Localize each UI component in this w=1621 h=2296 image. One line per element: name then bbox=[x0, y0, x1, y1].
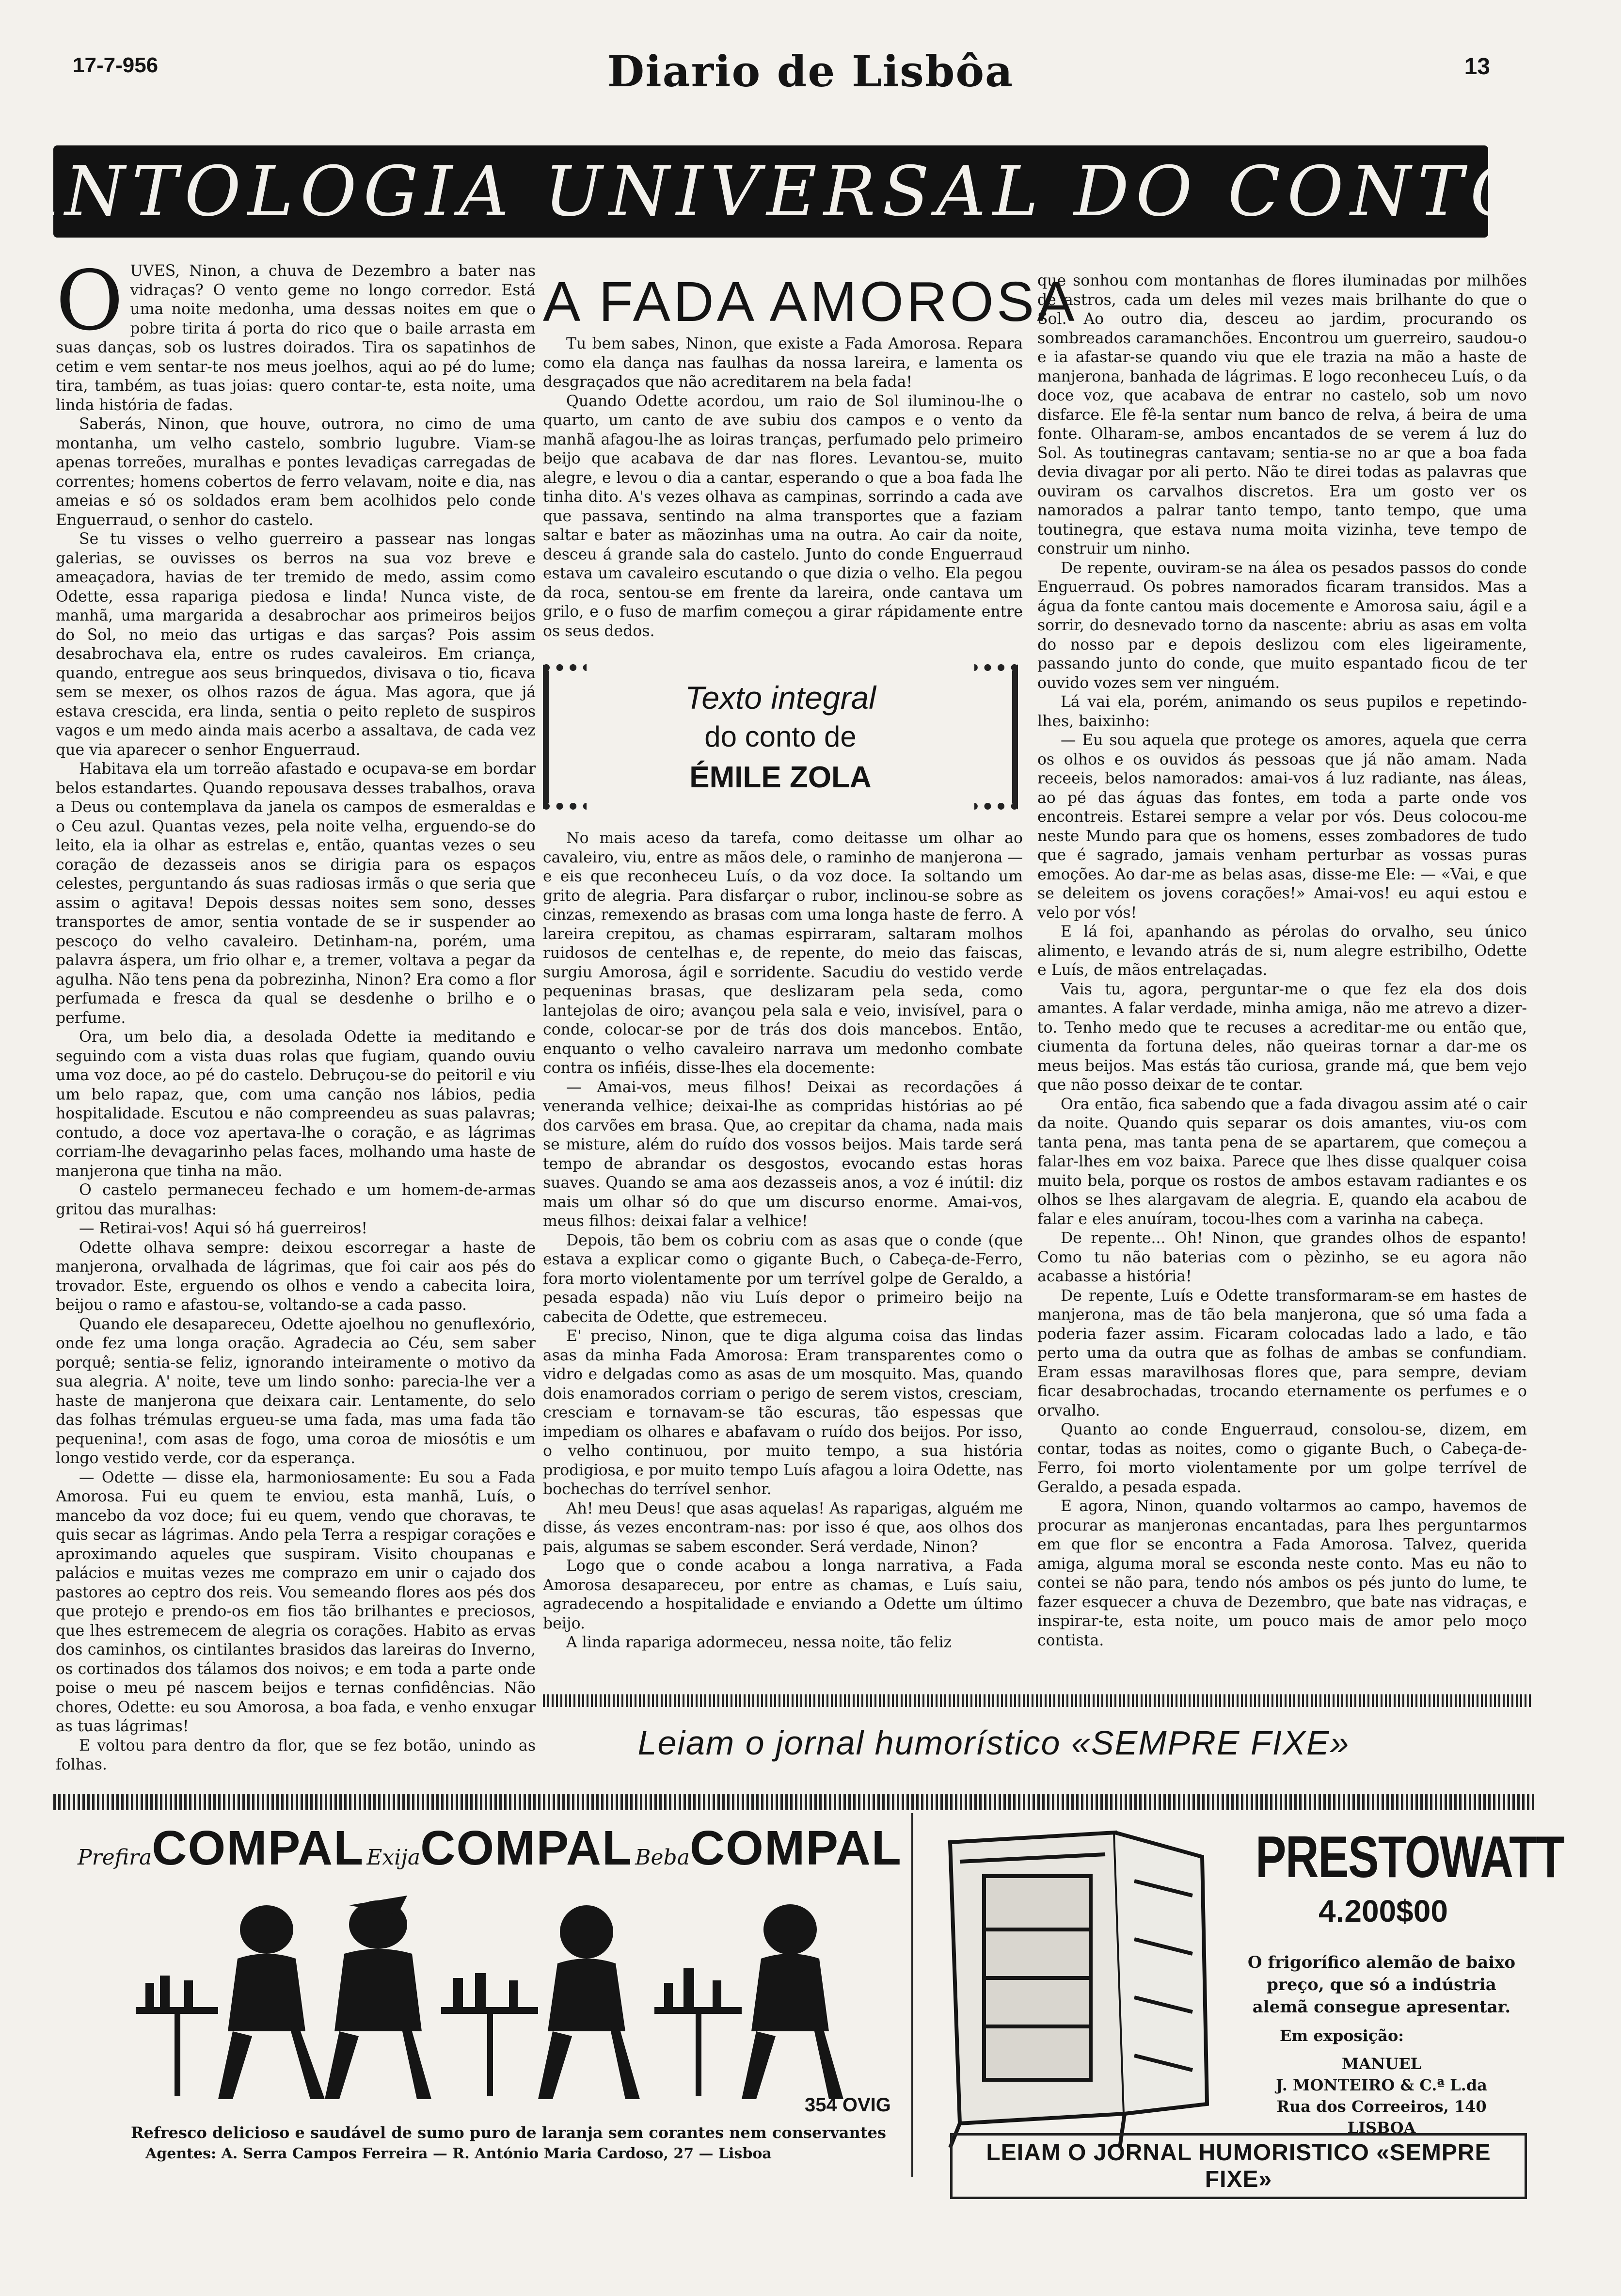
article-paragraph: Odette olhava sempre: deixou escorregar a haste de manjerona, orvalhada de lágrimas, que foi cair aos pés do trovador. Este, erguendo os olhos e vendo a cabecita loira, beijou o ramo e afastou-se, voltando-se a cada passo. bbox=[56, 1239, 536, 1314]
article-paragraph: — Retirai-vos! Aqui só há guerreiros! bbox=[79, 1220, 368, 1237]
section-banner-text: ANTOLOGIA UNIVERSAL DO CONTO bbox=[8, 151, 1534, 232]
article-column-2-bottom bbox=[543, 829, 1023, 1653]
compal-word-3: Beba bbox=[635, 1845, 690, 1870]
article-paragraph: Ora, um belo dia, a desolada Odette ia meditando e seguindo com a vista duas rolas que fugiam, quando ouviu uma voz doce, ao pé do castelo. Debruçou-se do peitoril e viu um belo rapaz, que, com uma canção nos lábios, pedia hospitalidade. Escutou e não compreendeu as suas palavras; contudo, a doce voz apertava-lhe o coração, e as lágrimas corriam-lhe devagarinho pelas faces, molhando uma haste de manjerona que tinha na mão. bbox=[56, 1028, 536, 1180]
refrigerator-illustration bbox=[931, 1813, 1231, 2152]
article-paragraph: UVES, Ninon, a chuva de Dezembro a bater nas vidraças? O vento geme no longo corredor. Está uma noite medonha, uma dessas noites em que o pobre tirita á porta do rico que o baile arrasta em suas danças, sob os lustres doirados. Tira os sapatinhos de cetim e vem sentar-te nos meus joelhos, aqui ao pé do lume; tira, também, as tuas joias: quero contar-te, esta noite, uma linda história de fadas. bbox=[56, 262, 536, 414]
compal-brand-1: COMPAL bbox=[152, 1821, 365, 1875]
compal-word-2: Exija bbox=[366, 1845, 421, 1870]
article-paragraph: Saberás, Ninon, que houve, outrora, no cimo de uma montanha, um velho castelo, sombrio lugubre. Viam-se apenas torreões, muralhas e pontes levadiças carregadas de correntes; homens cobertos de ferro velavam, noite e dia, nas ameias e só os soldados eram bem acolhidos pelo conde Enguerraud, o senhor do castelo. bbox=[56, 415, 536, 529]
article-column-2-top bbox=[543, 335, 1023, 641]
intro-box-author: ÉMILE ZOLA bbox=[689, 761, 872, 794]
story-title: A FADA AMOROSA bbox=[543, 270, 1078, 333]
intro-box bbox=[543, 664, 1018, 810]
article-paragraph: Quando Odette acordou, um raio de Sol iluminou-lhe o quarto, um canto de ave subiu dos campos e o vento da manhã afagou-lhe as loiras tranças, perfumado pelo primeiro beijo que acabava de dar nas flores. Levantou-se, muito alegre, e levou o dia a cantar, esperando o que a boa fada lhe tinha dito. A's vezes olhava as campinas, sorrindo a cada ave que passava, sentindo na alma transportes que a faziam saltar e bater as mãozinhas uma na outra. Ao cair da noite, desceu á grande sala do castelo. Junto do conde Enguerraud estava um cavaleiro escutando o que dizia o velho. Ela pegou da roca, sentou-se em frente da lareira, onde cantava um grilo, e o fuso de marfim começou a girar rápidamente entre os seus dedos. bbox=[543, 392, 1023, 640]
article-paragraph: Quando ele desapareceu, Odette ajoelhou no genuflexório, onde fez uma longa oração. Agradecia ao Céu, sem saber porquê; sentia-se feliz, ignorando inteiramente o motivo da sua alegria. A' noite, teve um lindo sonho: parecia-lhe ver a haste de manjerona que deixara cair. Lentamente, do selo das folhas trémulas ergueu-se uma fada, mas uma fada tão pequenina!, com asas de fogo, uma coroa de miosótis e um longo vestido verde, cor da esperança. bbox=[56, 1315, 536, 1467]
dotted-divider bbox=[543, 1694, 1532, 1707]
article-paragraph: Se tu visses o velho guerreiro a passear nas longas galerias, se ouvisses os berros na sua voz breve e ameaçadora, havias de ter tremido de medo, assim como Odette, essa rapariga piedosa e linda! Nunca viste, de manhã, uma margarida a desabrochar aos primeiros beijos do Sol, no meio das urtigas e das sarças? Pois assim desabrochava ela, entre os rudes cavaleiros. Em criança, quando, entregue aos seus brinquedos, divisava o tio, ficava sem se mexer, os olhos razos de água. Mas agora, que já estava crescida, era linda, sentia o peito repleto de suspiros vagos e um medo ainda mais acerbo a assaltava, de cada vez que via aparecer o senhor Enguerraud. bbox=[56, 530, 536, 759]
article-paragraph: Ah! meu Deus! que asas aquelas! As raparigas, alguém me disse, ás vezes encontram-nas: por isso é que, aos olhos dos pais, algumas se sabem esconder. Será verdade, Ninon? bbox=[543, 1499, 1023, 1556]
article-paragraph: Tu bem sabes, Ninon, que existe a Fada Amorosa. Repara como ela dança nas faulhas da nossa lareira, e lamenta os desgraçados que não acreditarem na bela fada! bbox=[543, 335, 1023, 391]
article-paragraph: Depois, tão bem os cobriu com as asas que o conde (que estava a explicar como o gigante Buch, o Cabeça-de-Ferro, fora morto violentamente por um terrível golpe de Geraldo, a pesada espada) não viu Luís depor o primeiro beijo na cabecita de Odette, que estremeceu. bbox=[543, 1231, 1023, 1326]
article-paragraph: Logo que o conde acabou a longa narrativa, a Fada Amorosa desapareceu, por entre as chamas, e Luís saiu, agradecendo a hospitalidade e enviando a Odette um último beijo. bbox=[543, 1557, 1023, 1632]
article-paragraph: De repente, Luís e Odette transformaram-se em hastes de manjerona, mas de tão bela manjerona, que só uma fada a poderia fazer assim. Ficaram colocadas lado a lado, e tão perto uma da outra que as folhas de ambas se confundiam. Eram essas maravilhosas flores que, para sempre, deviam ficar desabrochadas, trocando eternamente os perfumes e o orvalho. bbox=[1037, 1287, 1527, 1419]
compal-word-1: Prefira bbox=[78, 1845, 152, 1870]
intro-box-line1: Texto integral bbox=[685, 680, 876, 716]
section-banner bbox=[8, 145, 1534, 238]
article-column-3 bbox=[1037, 271, 1527, 1650]
issue-date: 17-7-956 bbox=[73, 53, 159, 77]
prestowatt-dealer bbox=[1241, 2053, 1522, 2138]
prestowatt-brand: PRESTOWATT bbox=[1255, 1824, 1564, 1890]
article-paragraph: De repente... Oh! Ninon, que grandes olhos de espanto! Como tu não baterias com o pèzinho, se eu agora não acabasse a história! bbox=[1037, 1229, 1527, 1285]
intro-box-line2: do conto de bbox=[704, 720, 857, 753]
page-number: 13 bbox=[1464, 54, 1490, 80]
article-paragraph: De repente, ouviram-se na álea os pesados passos do conde Enguerraud. Os pobres namorados ficaram transidos. Mas a água da fonte cantou mais docemente e Amorosa saiu, ágil e a sorrir, do desnevado torno da nascente: abriu as asas em volta do nosso par e depois deslizou com eles ligeiramente, passando junto do conde, que muito espantado ficou de ter ouvido vozes sem ver ninguém. bbox=[1037, 559, 1527, 692]
article-paragraph: que sonhou com montanhas de flores iluminadas por milhões de astros, cada um deles mil vezes mais brilhante do que o Sol. Ao outro dia, desceu ao jardim, procurando os sombreados caramanchões. Encontrou um guerreiro, saudou-o e ia afastar-se quando viu que ele trazia na mão a haste de manjerona, banhada de lágrimas. E logo reconheceu Luís, o da doce voz, que acabava de entrar no castelo, sob um novo disfarce. Ele fê-la sentar num banco de relva, á beira de uma fonte. Olharam-se, ambos encantados de se verem á luz do Sol. As toutinegras cantavam; sentia-se no ar que a boa fada devia divagar por ali perto. Não te direi todas as palavras que ouviram os carvalhos discretos. Era um gosto ver os namorados a palrar tanto tempo, tanto tempo, que uma toutinegra, que estava numa moita vizinha, teve tempo de construir um ninho. bbox=[1037, 272, 1527, 558]
article-paragraph: Ora então, fica sabendo que a fada divagou assim até o cair da noite. Quando quis separar os dois amantes, viu-os com tanta pena, mas tanta pena de se apartarem, que começou a falar-lhes em voz baixa. Parece que lhes disse qualquer coisa muito bela, porque os rostos de ambos estavam radiantes e os olhos se lhes alargavam de alegria. E, quando ela acabou de falar e eles anuíram, tocou-lhes com a varinha na cabeça. bbox=[1037, 1095, 1527, 1228]
article-paragraph: O castelo permaneceu fechado e um homem-de-armas gritou das muralhas: bbox=[56, 1181, 536, 1218]
article-paragraph: — Amai-vos, meus filhos! Deixai as recordações á veneranda velhice; deixai-lhe as compridas histórias ao pé dos carvões em brasa. Que, ao crepitar da chama, nada mais se misture, além do ruído dos vossos beijos. Mais tarde será tempo de abrandar os desgostos, evocando estas horas suaves. Quando se ama aos dezasseis anos, a voz é inútil: diz mais um olhar só do que um discurso enorme. Amai-vos, meus filhos: deixai falar a velhice! bbox=[543, 1078, 1023, 1230]
article-paragraph: — Odette — disse ela, harmoniosamente: Eu sou a Fada Amorosa. Fui eu quem te enviou, esta manhã, Luís, o mancebo da voz doce; fui eu quem, vendo que choravas, te quis secar as lágrimas. Ando pela Terra a respigar corações e aproximando aqueles que suspiram. Visito choupanas e palácios e muitas vezes me comprazo em unir o cajado dos pastores ao ceptro dos reis. Vou semeando flores aos pés dos que protejo e prendo-os em fios tão brilhantes e preciosos, que lhes estremecem de alegria os corações. Habito as ervas dos caminhos, os cintilantes brasidos das lareiras do Inverno, os cortinados dos tálamos dos noivos; e em toda a parte onde poise o meu pé nascem beijos e ternas confidências. Não chores, Odette: eu sou Amorosa, a boa fada, e venho enxugar as tuas lágrimas! bbox=[56, 1468, 536, 1735]
compal-agents: Agentes: A. Serra Campos Ferreira — R. António Maria Cardoso, 27 — Lisboa bbox=[145, 2145, 772, 2162]
article-paragraph: A linda rapariga adormeceu, nessa noite, tão feliz bbox=[566, 1634, 952, 1651]
compal-ad-reference: 354 OVIG bbox=[805, 2094, 891, 2116]
prestowatt-exhibit-label: Em exposição: bbox=[1280, 2026, 1404, 2045]
prestowatt-street: Rua dos Correeiros, 140 bbox=[1276, 2097, 1487, 2116]
article-column-1 bbox=[56, 253, 536, 1775]
newspaper-title: Diario de Lisbôa bbox=[607, 46, 1014, 96]
ad-vertical-divider bbox=[911, 1813, 913, 2177]
compal-brand-3: COMPAL bbox=[689, 1821, 902, 1875]
article-paragraph: Vais tu, agora, perguntar-me o que fez ela dos dois amantes. A falar verdade, minha amiga, não me atrevo a dizer-to. Tenho medo que te recuses a acreditar-me ou então que, ciumenta da fortuna deles, não queiras tornar a dar-me os meus beijos. Mas estás tão curiosa, grande má, que bem vejo que não posso deixar de te contar. bbox=[1037, 980, 1527, 1094]
article-paragraph: Quanto ao conde Enguerraud, consolou-se, dizem, em contar, todas as noites, como o gigante Buch, o Cabeça-de-Ferro, foi morto violentamente por um golpe terrível de Geraldo, a pesada espada. bbox=[1037, 1421, 1527, 1496]
prestowatt-dealer-line2: J. MONTEIRO & C.ª L.da bbox=[1276, 2076, 1487, 2094]
compal-illustration bbox=[107, 1886, 863, 2104]
article-paragraph: E lá foi, apanhando as pérolas do orvalho, seu único alimento, e levando atrás de si, num alegre estribilho, Odette e Luís, de mãos entrelaçadas. bbox=[1037, 923, 1527, 979]
compal-headline bbox=[78, 1820, 902, 1876]
article-paragraph: E voltou para dentro da flor, que se fez botão, unindo as folhas. bbox=[56, 1737, 536, 1773]
article-paragraph: Habitava ela um torreão afastado e ocupava-se em bordar belos estandartes. Quando repousava desses trabalhos, orava a Deus ou contemplava da janela os campos de esmeraldas e o Ceu azul. Quantas vezes, pela noite velha, erguendo-se do leito, ela ia olhar as estrelas e, então, quantas vezes o seu coração de dezasseis anos se dirigia para os espaços celestes, perguntando ás suas radiosas irmãs o que seria que assim o agitava! Depois dessas noites sem sono, desses transportes de amor, sentia vontade de se ir suspender ao pescoço do velho cavaleiro. Detinham-na, porém, uma palavra áspera, um frio olhar e, a tremer, voltava a pegar da agulha. Não tens pena da pobrezinha, Ninon? Era como a flor perfumada e fresca da qual se desdenhe o brilho e o perfume. bbox=[56, 760, 536, 1027]
prestowatt-city: LISBOA bbox=[1347, 2119, 1416, 2137]
compal-tagline: Refresco delicioso e saudável de sumo puro de laranja sem corantes nem conservantes bbox=[131, 2123, 886, 2142]
article-paragraph: No mais aceso da tarefa, como deitasse um olhar ao cavaleiro, viu, entre as mãos dele, o raminho de manjerona — e eis que reconheceu Luís, o da voz doce. Ia soltando um grito de alegria. Para disfarçar o rubor, inclinou-se sobre as cinzas, remexendo as brasas com uma longa haste de ferro. A lareira crepitou, as chamas espirraram, saltaram molhos ruidosos de centelhas e, de repente, do meio das faiscas, surgiu Amorosa, ágil e sorridente. Sacudiu do vestido verde pequeninas brasas, que deslizaram pela seda, como lantejolas de oiro; avançou pela sala e veio, invisível, para o conde, colocar-se por de trás dos dois mancebos. Então, enquanto o velho cavaleiro narrava um medonho combate contra os infiéis, disse-lhes ela docemente: bbox=[543, 829, 1023, 1077]
prestowatt-footer-promo: LEIAM O JORNAL HUMORISTICO «SEMPRE FIXE» bbox=[950, 2133, 1527, 2199]
prestowatt-description: O frigorífico alemão de baixo preço, que só a indústria alemã consegue apresentar. bbox=[1247, 1953, 1516, 2017]
article-paragraph: E' preciso, Ninon, que te diga alguma coisa das lindas asas da minha Fada Amorosa: Eram transparentes como o vidro e delgadas como as asas de um mosquito. Mas, quando dois enamorados corriam o perigo de serem vistos, cresciam, cresciam e tornavam-se tão escuras, tão espessas que impediam os olhares e abafavam o ruído dos beijos. Por isso, o velho continuou, por muito tempo, a sua história prodigiosa, e por muito tempo Luís afagou a loira Odette, nas bochechas do terrível senhor. bbox=[543, 1327, 1023, 1498]
article-paragraph: — Eu sou aquela que protege os amores, aquela que cerra os olhos e os ouvidos ás pessoas que já não amam. Nada receeis, belos namorados: amai-vos á luz radiante, nas áleas, ao pé das águas das fontes, em toda a parte onde vos encontreis. Estarei sempre a velar por vós. Deus colocou-me neste Mundo para que os homens, esses zombadores de tudo que é sagrado, jamais venham perturbar as vossas puras emoções. Ao dar-me as belas asas, disse-me Ele: — «Vai, e que se deleitem os jovens corações!» Amai-vos! eu aqui estou e velo por vós! bbox=[1037, 732, 1527, 922]
article-paragraph: Lá vai ela, porém, animando os seus pupilos e repetindo-lhes, baixinho: bbox=[1037, 693, 1527, 730]
compal-brand-2: COMPAL bbox=[420, 1821, 633, 1875]
article-paragraph: E agora, Ninon, quando voltarmos ao campo, havemos de procurar as manjeronas encantadas, para lhes perguntarmos em que flor se encontra a Fada Amorosa. Talvez, querida amiga, alguma moral se esconda neste conto. Mas eu não to contei se não para, tendo nós ambos os pés junto do lume, te fazer esquecer a chuva de Dezembro, que bate nas vidraças, e inspirar-te, esta noite, um pouco mais de amor pelo moço contista. bbox=[1037, 1498, 1527, 1649]
promo-line: Leiam o jornal humorístico «SEMPRE FIXE» bbox=[637, 1724, 1350, 1762]
prestowatt-price: 4.200$00 bbox=[1319, 1894, 1448, 1929]
drop-cap: O bbox=[56, 253, 124, 349]
ad-divider bbox=[53, 1794, 1537, 1810]
prestowatt-dealer-line1: MANUEL bbox=[1341, 2055, 1422, 2073]
